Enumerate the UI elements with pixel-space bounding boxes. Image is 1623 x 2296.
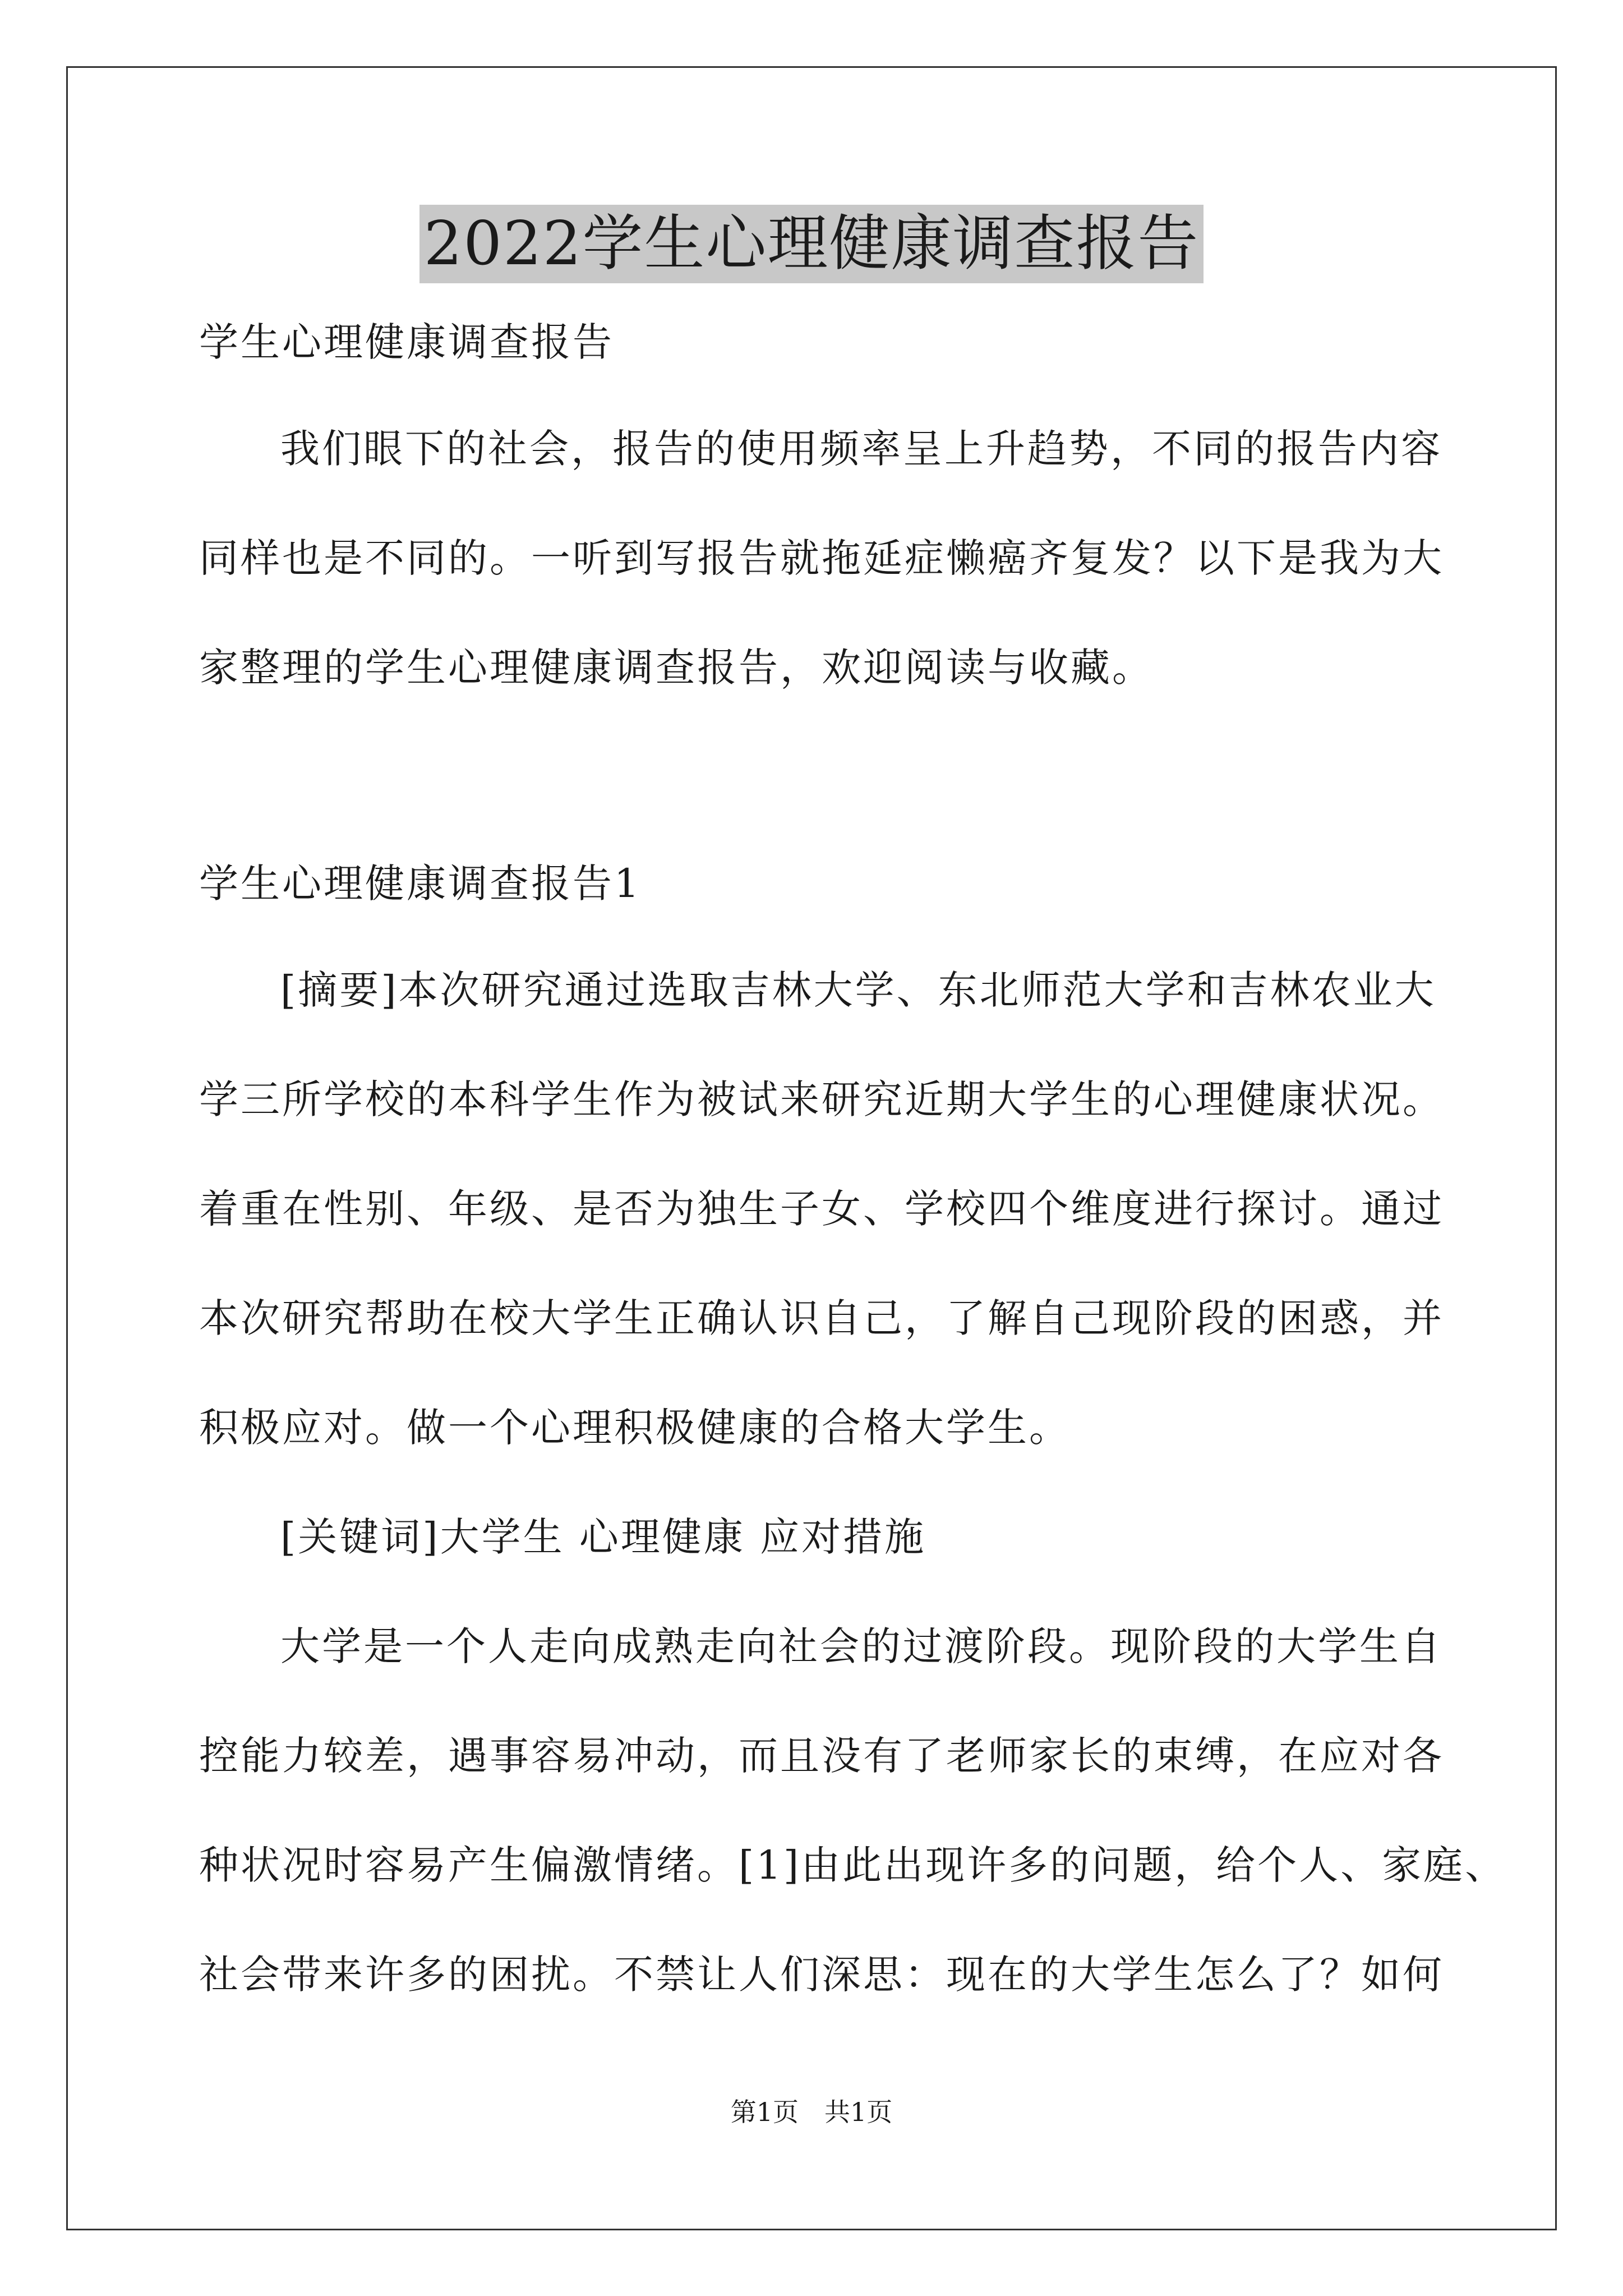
paragraph-line: 社会带来许多的困扰。不禁让人们深思：现在的大学生怎么了？如何 bbox=[199, 1952, 1444, 1998]
document-title: 2022学生心理健康调查报告 bbox=[419, 205, 1204, 283]
paragraph-line: 种状况时容易产生偏激情绪。[1]由此出现许多的问题，给个人、家庭、 bbox=[199, 1842, 1507, 1888]
title-container bbox=[0, 205, 1623, 283]
paragraph-line: 本次研究帮助在校大学生正确认识自己，了解自己现阶段的困惑，并 bbox=[199, 1295, 1444, 1341]
paragraph-line: 家整理的学生心理健康调查报告，欢迎阅读与收藏。 bbox=[199, 645, 1154, 691]
paragraph-line: [摘要]本次研究通过选取吉林大学、东北师范大学和吉林农业大 bbox=[280, 967, 1436, 1013]
paragraph-line: 大学是一个人走向成熟走向社会的过渡阶段。现阶段的大学生自 bbox=[280, 1623, 1442, 1669]
section-heading: 学生心理健康调查报告 bbox=[199, 319, 614, 365]
keywords-line: [关键词]大学生 心理健康 应对措施 bbox=[280, 1514, 926, 1560]
paragraph-line: 同样也是不同的。一听到写报告就拖延症懒癌齐复发？以下是我为大 bbox=[199, 535, 1444, 581]
paragraph-line: 学三所学校的本科学生作为被试来研究近期大学生的心理健康状况。 bbox=[199, 1076, 1444, 1122]
page-border bbox=[66, 66, 1557, 2230]
paragraph-line: 积极应对。做一个心理积极健康的合格大学生。 bbox=[199, 1405, 1071, 1451]
page-footer: 第1页 共1页 bbox=[730, 2097, 893, 2127]
paragraph-line: 控能力较差，遇事容易冲动，而且没有了老师家长的束缚，在应对各 bbox=[199, 1733, 1444, 1779]
section-heading: 学生心理健康调查报告1 bbox=[199, 861, 642, 907]
paragraph-line: 着重在性别、年级、是否为独生子女、学校四个维度进行探讨。通过 bbox=[199, 1186, 1444, 1232]
paragraph-line: 我们眼下的社会，报告的使用频率呈上升趋势，不同的报告内容 bbox=[280, 426, 1442, 472]
